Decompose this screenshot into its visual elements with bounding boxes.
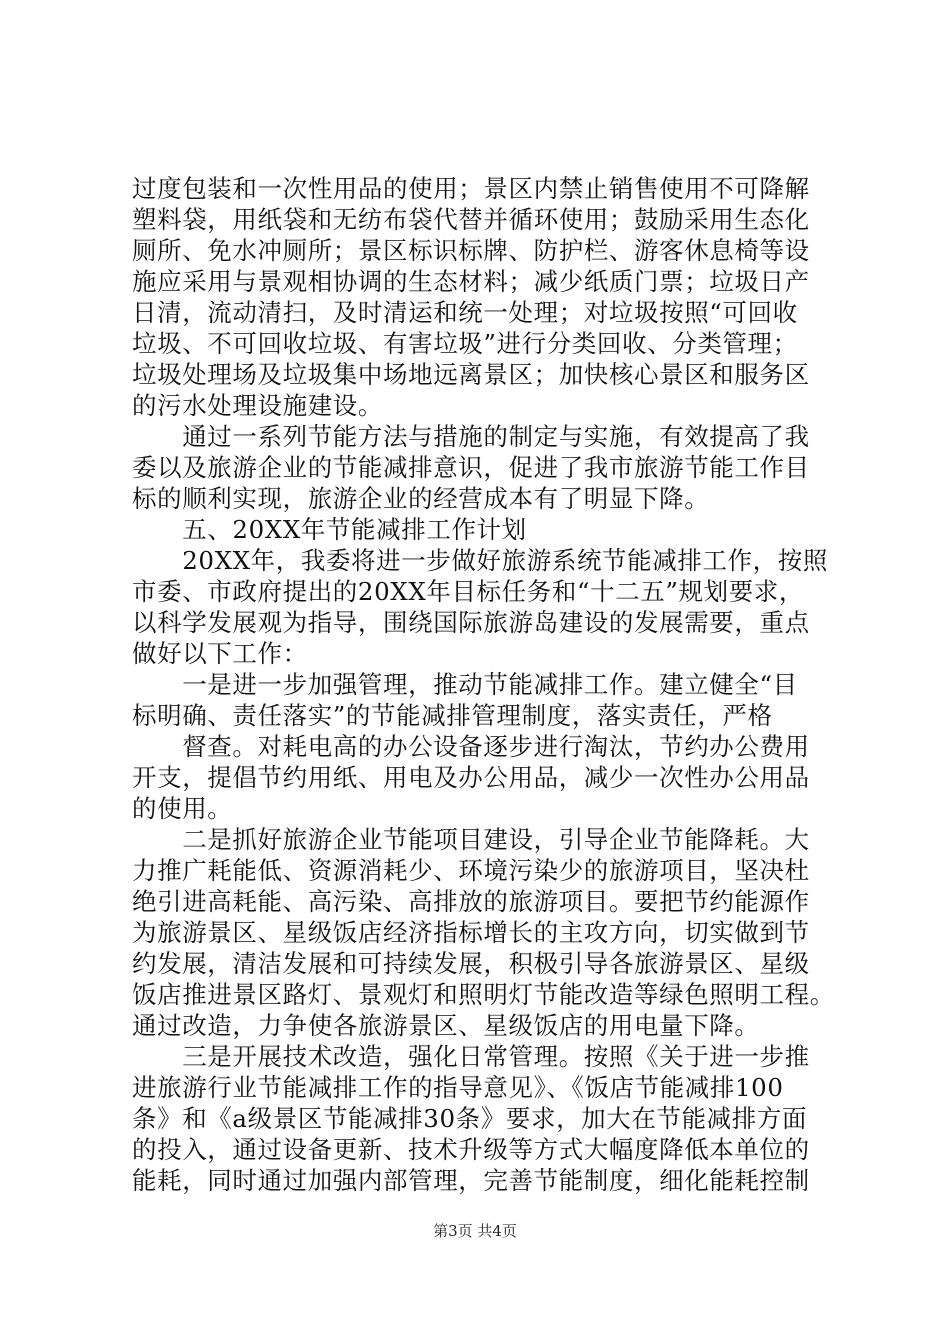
text-line: 绝引进高耗能、高污染、高排放的旅游项目。要把节约能源作 <box>132 887 810 916</box>
section-heading: 五、20XX年节能减排工作计划 <box>132 515 527 544</box>
text-line: 开支，提倡节约用纸、用电及办公用品，减少一次性办公用品 <box>132 763 810 792</box>
text-line: 三是开展技术改造，强化日常管理。按照《关于进一步推 <box>132 1042 810 1071</box>
text-line: 为旅游景区、星级饭店经济指标增长的主攻方向，切实做到节 <box>132 918 810 947</box>
text-line: 通过改造，力争使各旅游景区、星级饭店的用电量下降。 <box>132 1011 760 1040</box>
text-line: 的污水处理设施建设。 <box>132 391 383 420</box>
text-line: 过度包装和一次性用品的使用；景区内禁止销售使用不可降解 <box>132 174 810 203</box>
text-line: 垃圾、不可回收垃圾、有害垃圾”进行分类回收、分类管理； <box>132 329 798 358</box>
text-line: 一是进一步加强管理，推动节能减排工作。建立健全“目 <box>132 670 798 699</box>
text-line: 垃圾处理场及垃圾集中场地远离景区；加快核心景区和服务区 <box>132 360 810 389</box>
text-line: 的投入，通过设备更新、技术升级等方式大幅度降低本单位的 <box>132 1135 810 1164</box>
text-line: 做好以下工作： <box>132 639 308 668</box>
page-number-footer: 第3页 共4页 <box>433 1222 517 1240</box>
text-line: 通过一系列节能方法与措施的制定与实施，有效提高了我 <box>132 422 810 451</box>
text-line: 委以及旅游企业的节能减排意识，促进了我市旅游节能工作目 <box>132 453 810 482</box>
text-line: 力推广耗能低、资源消耗少、环境污染少的旅游项目，坚决杜 <box>132 856 810 885</box>
text-line: 约发展，清洁发展和可持续发展，积极引导各旅游景区、星级 <box>132 949 810 978</box>
text-line: 标的顺利实现，旅游企业的经营成本有了明显下降。 <box>132 484 710 513</box>
text-line: 以科学发展观为指导，围绕国际旅游岛建设的发展需要，重点 <box>132 608 810 637</box>
text-line: 的使用。 <box>132 794 233 823</box>
text-line: 标明确、责任落实”的节能减排管理制度，落实责任，严格 <box>132 701 773 730</box>
text-line: 饭店推进景区路灯、景观灯和照明灯节能改造等绿色照明工程。 <box>132 980 835 1009</box>
text-line: 施应采用与景观相协调的生态材料；减少纸质门票；垃圾日产 <box>132 267 810 296</box>
text-line: 20XX年，我委将进一步做好旅游系统节能减排工作，按照 <box>132 546 828 575</box>
text-line: 能耗，同时通过加强内部管理，完善节能制度，细化能耗控制 <box>132 1166 810 1195</box>
text-line: 进旅游行业节能减排工作的指导意见》、《饭店节能减排100 <box>132 1073 784 1102</box>
text-line: 塑料袋，用纸袋和无纺布袋代替并循环使用；鼓励采用生态化 <box>132 205 810 234</box>
text-line: 厕所、免水冲厕所；景区标识标牌、防护栏、游客休息椅等设 <box>132 236 810 265</box>
text-line: 督查。对耗电高的办公设备逐步进行淘汰，节约办公费用 <box>132 732 810 761</box>
text-line: 市委、市政府提出的20XX年目标任务和“十二五”规划要求， <box>132 577 805 606</box>
text-line: 日清，流动清扫，及时清运和统一处理；对垃圾按照“可回收 <box>132 298 798 327</box>
text-line: 二是抓好旅游企业节能项目建设，引导企业节能降耗。大 <box>132 825 810 854</box>
text-line: 条》和《a级景区节能减排30条》要求，加大在节能减排方面 <box>132 1104 808 1133</box>
